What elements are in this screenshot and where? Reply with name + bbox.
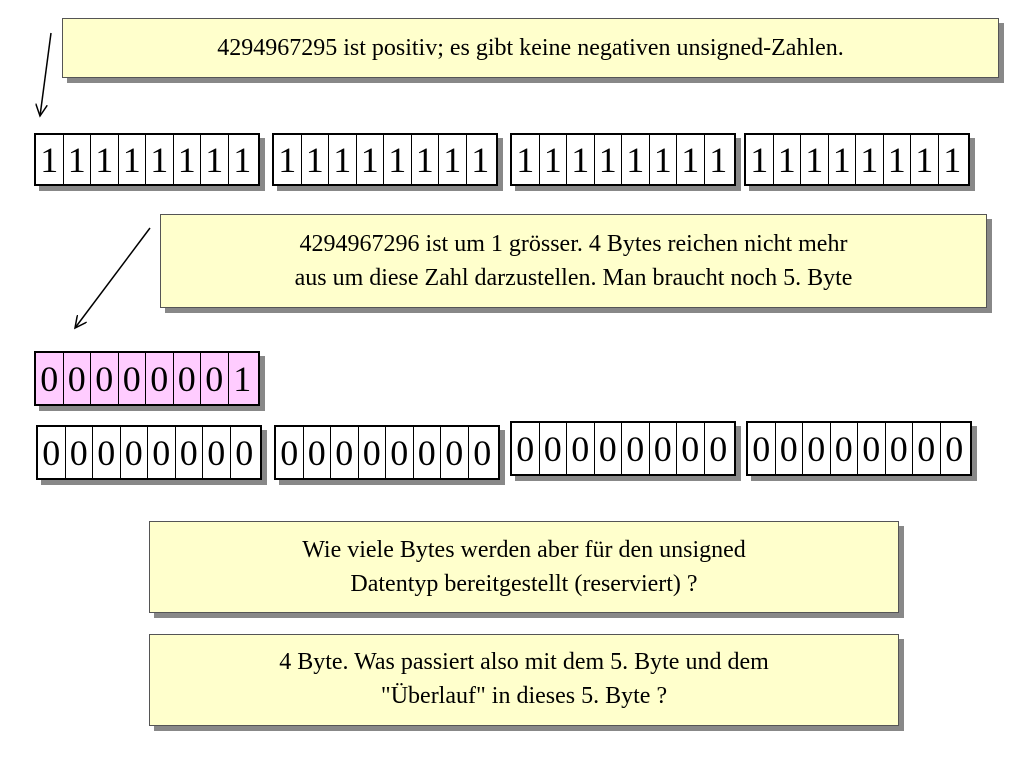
bit: 0	[858, 423, 886, 474]
bit: 0	[304, 427, 332, 478]
note-line: Datentyp bereitgestellt (reserviert) ?	[350, 571, 698, 597]
bit: 1	[201, 135, 229, 184]
bit: 1	[439, 135, 467, 184]
bit: 0	[331, 427, 359, 478]
note-line: 4 Byte. Was passiert also mit dem 5. Byte und dem	[279, 649, 769, 675]
bit: 1	[357, 135, 385, 184]
bit: 0	[201, 353, 229, 404]
bit: 0	[677, 423, 705, 474]
bit: 0	[119, 353, 147, 404]
bit: 1	[774, 135, 802, 184]
bit: 0	[148, 427, 176, 478]
bit: 0	[121, 427, 149, 478]
bit: 1	[943, 139, 962, 180]
bit: 0	[831, 423, 859, 474]
bit: 1	[36, 135, 64, 184]
bit: 0	[709, 428, 728, 469]
bit: 0	[650, 423, 678, 474]
byte-ones-2	[272, 133, 498, 186]
bit: 0	[776, 423, 804, 474]
bit: 1	[274, 135, 302, 184]
bit: 1	[119, 135, 147, 184]
bit: 0	[622, 423, 650, 474]
bit: 1	[650, 135, 678, 184]
note-overflow	[160, 214, 987, 308]
bit: 1	[622, 135, 650, 184]
bit: 1	[64, 135, 92, 184]
note-line: "Überlauf" in dieses 5. Byte ?	[380, 683, 668, 709]
note-line: Wie viele Bytes werden aber für den unsigned	[302, 537, 746, 563]
note-max-unsigned	[62, 18, 999, 78]
bit: 1	[512, 135, 540, 184]
bit: 0	[748, 423, 776, 474]
bit: 0	[886, 423, 914, 474]
bit: 0	[540, 423, 568, 474]
note-question-bytes	[149, 521, 899, 613]
byte-ones-3	[510, 133, 736, 186]
byte-zeros-3	[510, 421, 736, 476]
bit: 1	[801, 135, 829, 184]
bit: 1	[233, 358, 252, 399]
bit: 0	[473, 432, 492, 473]
bit: 0	[276, 427, 304, 478]
bit: 0	[64, 353, 92, 404]
bit: 0	[146, 353, 174, 404]
bit: 0	[235, 432, 254, 473]
bit: 0	[595, 423, 623, 474]
bit: 1	[146, 135, 174, 184]
bit: 1	[595, 135, 623, 184]
byte-zeros-2	[274, 425, 500, 480]
bit: 1	[540, 135, 568, 184]
bit: 1	[884, 135, 912, 184]
note-line: 4294967296 ist um 1 grösser. 4 Bytes reichen nicht mehr	[299, 231, 848, 257]
bit: 0	[386, 427, 414, 478]
bit: 1	[174, 135, 202, 184]
bit: 1	[233, 139, 252, 180]
bit: 0	[359, 427, 387, 478]
bit: 0	[93, 427, 121, 478]
arrow-2	[75, 228, 150, 328]
bit: 0	[36, 353, 64, 404]
bit: 1	[829, 135, 857, 184]
arrow-1	[40, 33, 51, 116]
bit: 1	[471, 139, 490, 180]
bit: 0	[441, 427, 469, 478]
byte-fifth	[34, 351, 260, 406]
bit: 0	[66, 427, 94, 478]
byte-ones-1	[34, 133, 260, 186]
bit: 0	[203, 427, 231, 478]
bit: 0	[567, 423, 595, 474]
bit: 0	[512, 423, 540, 474]
note-line: aus um diese Zahl darzustellen. Man braucht noch 5. Byte	[294, 265, 853, 291]
note-line: 4294967295 ist positiv; es gibt keine negativen unsigned-Zahlen.	[217, 35, 844, 61]
bit: 0	[414, 427, 442, 478]
bit: 1	[302, 135, 330, 184]
bit: 1	[911, 135, 939, 184]
bit: 0	[91, 353, 119, 404]
note-answer	[149, 634, 899, 726]
bit: 0	[803, 423, 831, 474]
bit: 0	[176, 427, 204, 478]
byte-zeros-4	[746, 421, 972, 476]
bit: 1	[709, 139, 728, 180]
bit: 1	[329, 135, 357, 184]
bit: 0	[945, 428, 964, 469]
bit: 1	[412, 135, 440, 184]
bit: 0	[913, 423, 941, 474]
bit: 1	[746, 135, 774, 184]
bit: 1	[567, 135, 595, 184]
bit: 1	[384, 135, 412, 184]
byte-ones-4	[744, 133, 970, 186]
bit: 1	[856, 135, 884, 184]
byte-zeros-1	[36, 425, 262, 480]
bit: 0	[38, 427, 66, 478]
bit: 1	[677, 135, 705, 184]
bit: 0	[174, 353, 202, 404]
bit: 1	[91, 135, 119, 184]
